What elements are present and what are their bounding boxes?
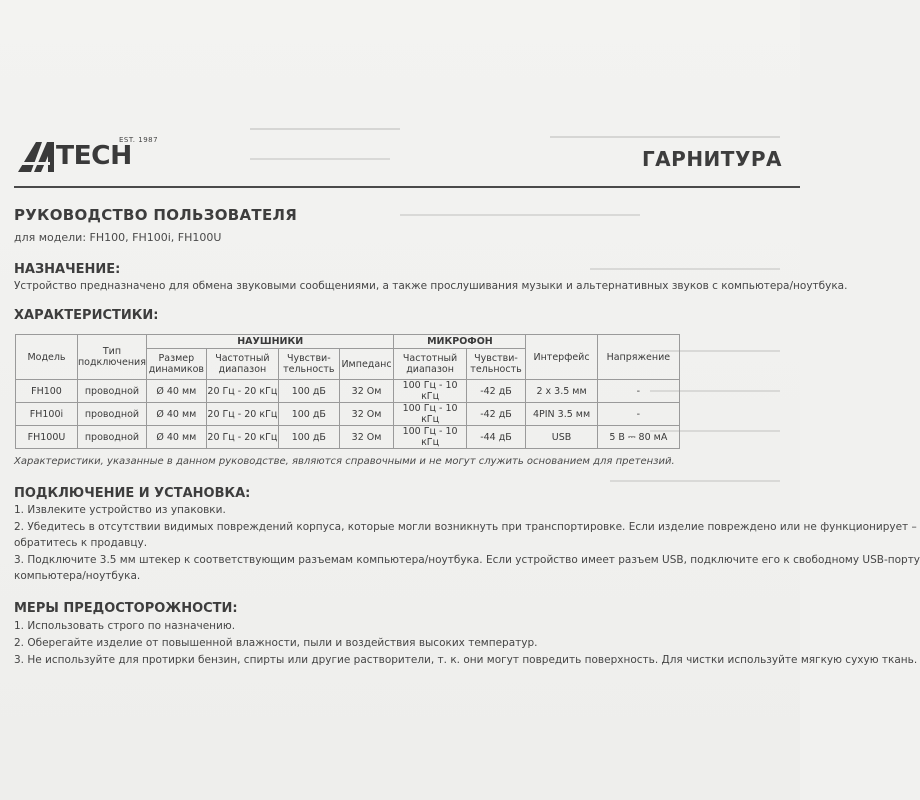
header-divider [14,186,800,188]
product-title: ГАРНИТУРА [641,147,782,171]
brand-wordmark: TECH [56,141,132,171]
col-type: Тип подключения [77,335,146,380]
col-frequency: Частотный диапазон [206,349,278,380]
precautions-heading: МЕРЫ ПРЕДОСТОРОЖНОСТИ: [14,601,238,616]
connection-line: 2. Убедитесь в отсутствии видимых повреждений корпуса, которые могли возникнуть при транспортировке. Если изделие повреждено или не функционирует – [14,521,917,533]
table-row: FH100U проводной Ø 40 мм 20 Гц - 20 кГц 100 дБ 32 Ом 100 Гц - 10 кГц -44 дБ USB 5 В ⎓ 80 мА [16,426,680,449]
table-row: FH100 проводной Ø 40 мм 20 Гц - 20 кГц 100 дБ 32 Ом 100 Гц - 10 кГц -42 дБ 2 х 3.5 мм - [16,380,680,403]
connection-line: обратитесь к продавцу. [14,537,148,549]
col-speaker-size: Размер динамиков [146,349,206,380]
group-headphones: НАУШНИКИ [146,335,394,349]
col-sensitivity: Чувстви- тельность [279,349,340,380]
precaution-line: 2. Оберегайте изделие от повышенной влажности, пыли и воздействия высоких температур. [14,637,538,649]
col-model: Модель [16,335,78,380]
precaution-line: 3. Не используйте для протирки бензин, спирты или другие растворители, т. к. они могут повредить поверхность. Для чистки используйте мягкую сухую ткань. [14,654,918,666]
col-interface: Интерфейс [526,335,597,380]
col-impedance: Импеданс [339,349,394,380]
table-row: FH100i проводной Ø 40 мм 20 Гц - 20 кГц 100 дБ 32 Ом 100 Гц - 10 кГц -42 дБ 4PIN 3.5 мм - [16,403,680,426]
col-voltage: Напряжение [597,335,679,380]
col-mic-sensitivity: Чувстви- тельность [466,349,526,380]
purpose-heading: НАЗНАЧЕНИЕ: [14,262,121,277]
col-mic-frequency: Частотный диапазон [394,349,466,380]
specs-heading: ХАРАКТЕРИСТИКИ: [14,308,159,323]
precaution-line: 1. Использовать строго по назначению. [14,620,236,632]
purpose-text: Устройство предназначено для обмена звуковыми сообщениями, а также прослушивания музыки и альтернативных звуков с компьютера/ноутбука. [14,280,848,292]
connection-line: компьютера/ноутбука. [14,570,141,582]
connection-line: 1. Извлеките устройство из упаковки. [14,504,226,516]
connection-line: 3. Подключите 3.5 мм штекер к соответствующим разъемам компьютера/ноутбука. Если устройство имеет разъем USB, подключите его к свободному USB-порту [14,554,920,566]
models-line: для модели: FH100, FH100i, FH100U [14,231,222,244]
specs-note: Характеристики, указанные в данном руководстве, являются справочными и не могут служить основанием для претензий. [14,456,675,467]
manual-title: РУКОВОДСТВО ПОЛЬЗОВАТЕЛЯ [14,206,298,224]
specs-table [15,334,680,449]
show-through-text [250,128,790,508]
group-microphone: МИКРОФОН [394,335,526,349]
connection-heading: ПОДКЛЮЧЕНИЕ И УСТАНОВКА: [14,486,251,501]
est-label: EST. 1987 [119,136,159,144]
